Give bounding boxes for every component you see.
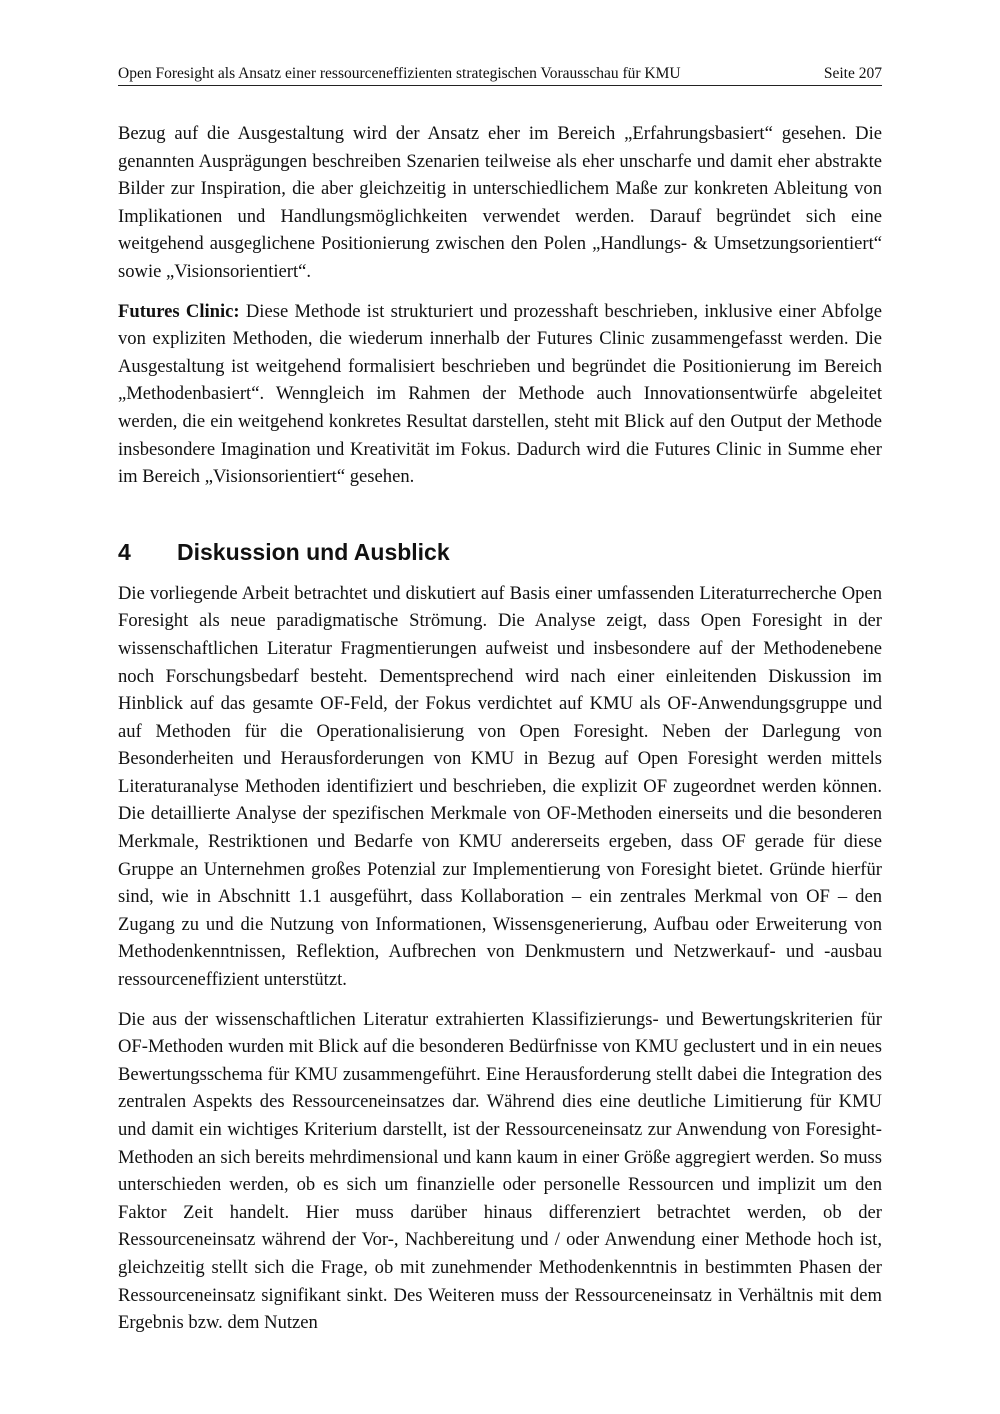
body-text	[118, 120, 882, 1337]
paragraph: Bezug auf die Ausgestaltung wird der Ansatz eher im Bereich „Erfahrungsbasiert“ gesehen. Die genannten Ausprägungen beschreiben Szenarien teilweise als eher unscharfe und damit eher abstrakte Bilder zur Inspiration, die aber gleichzeitig in unterschiedlichem Maße zur konkreten Ableitung von Implikationen und Handlungsmöglichkeiten verwendet werden. Darauf begründet sich eine weitgehend ausgeglichene Positionierung zwischen den Polen „Handlungs- & Umsetzungsorientiert“ sowie „Visionsorientiert“.	[118, 123, 882, 282]
paragraph: Die aus der wissenschaftlichen Literatur extrahierten Klassifizierungs- und Bewertungskriterien für OF-Methoden wurden mit Blick auf die besonderen Bedürfnisse von KMU geclustert und in ein neues Bewertungsschema für KMU zusammengeführt. Eine Herausforderung stellt dabei die Integration des zentralen Aspekts des Ressourceneinsatzes dar. Während dies eine deutliche Limitierung für KMU und damit ein wichtiges Kriterium darstellt, ist der Ressourceneinsatz zur Anwendung von Foresight-Methoden an sich bereits mehrdimensional und kann kaum in einer Größe aggregiert werden. So muss unterschieden werden, ob es sich um finanzielle oder personelle Ressourcen und implizit um den Faktor Zeit handelt. Hier muss darüber hinaus differenziert betrachtet werden, ob der Ressourceneinsatz während der Vor-, Nachbereitung und / oder Anwendung einer Methode hoch ist, gleichzeitig stellt sich die Frage, ob mit zunehmender Methodenkenntnis in bestimmten Phasen der Ressourceneinsatz signifikant sinkt. Des Weiteren muss der Ressourceneinsatz in Verhältnis mit dem Ergebnis bzw. dem Nutzen	[118, 1008, 882, 1334]
running-header	[118, 64, 882, 86]
section-number: 4	[118, 538, 131, 565]
paragraph-text: Diese Methode ist strukturiert und prozesshaft beschrieben, inklusive einer Abfolge von expliziten Methoden, die wiederum innerhalb der Futures Clinic zusammengefasst werden. Die Ausgestaltung ist weitgehend formalisiert beschrieben und begründet die Positionierung im Bereich „Methodenbasiert“. Wenngleich im Rahmen der Methode auch Innovationsentwürfe abgeleitet werden, die ein weitgehend konkretes Resultat darstellen, steht mit Blick auf den Output der Methode insbesondere Imagination und Kreativität im Fokus. Dadurch wird die Futures Clinic in Summe eher im Bereich „Visionsorientiert“ gesehen.	[118, 300, 883, 488]
runin-heading: Futures Clinic:	[118, 300, 240, 322]
paragraph-futures-clinic	[118, 298, 882, 491]
section-title: Diskussion und Ausblick	[177, 538, 450, 565]
running-header-title: Open Foresight als Ansatz einer ressourceneffizienten strategischen Vorausschau für KMU	[118, 65, 681, 82]
section-heading	[118, 537, 882, 567]
page-number: Seite 207	[823, 65, 882, 82]
paragraph: Die vorliegende Arbeit betrachtet und diskutiert auf Basis einer umfassenden Literaturrecherche Open Foresight als neue paradigmatische Strömung. Die Analyse zeigt, dass Open Foresight in der wissenschaftlichen Literatur Fragmentierungen aufweist und insbesondere auf der Methodenebene noch Forschungsbedarf besteht. Dementsprechend wird nach einer einleitenden Diskussion im Hinblick auf das gesamte OF-Feld, der Fokus verdichtet auf KMU als OF-Anwendungsgruppe und auf Methoden für die Operationalisierung von Open Foresight. Neben der Darlegung von Besonderheiten und Herausforderungen von KMU in Bezug auf Open Foresight werden mittels Literaturanalyse Methoden identifiziert und beschrieben, die explizit OF zugeordnet werden können. Die detaillierte Analyse der spezifischen Merkmale von OF-Methoden einerseits und die besonderen Merkmale, Restriktionen und Bedarfe von KMU andererseits ergeben, dass OF gerade für diese Gruppe an Unternehmen großes Potenzial zur Implementierung von Foresight bietet. Gründe hierfür sind, wie in Abschnitt 1.1 ausgeführt, dass Kollaboration – ein zentrales Merkmal von OF – den Zugang zu und die Nutzung von Informationen, Wissensgenerierung, Aufbau oder Erweiterung von Methodenkenntnissen, Reflektion, Aufbrechen von Denkmustern und Netzwerkauf- und -ausbau ressourceneffizient unterstützt.	[118, 582, 882, 991]
